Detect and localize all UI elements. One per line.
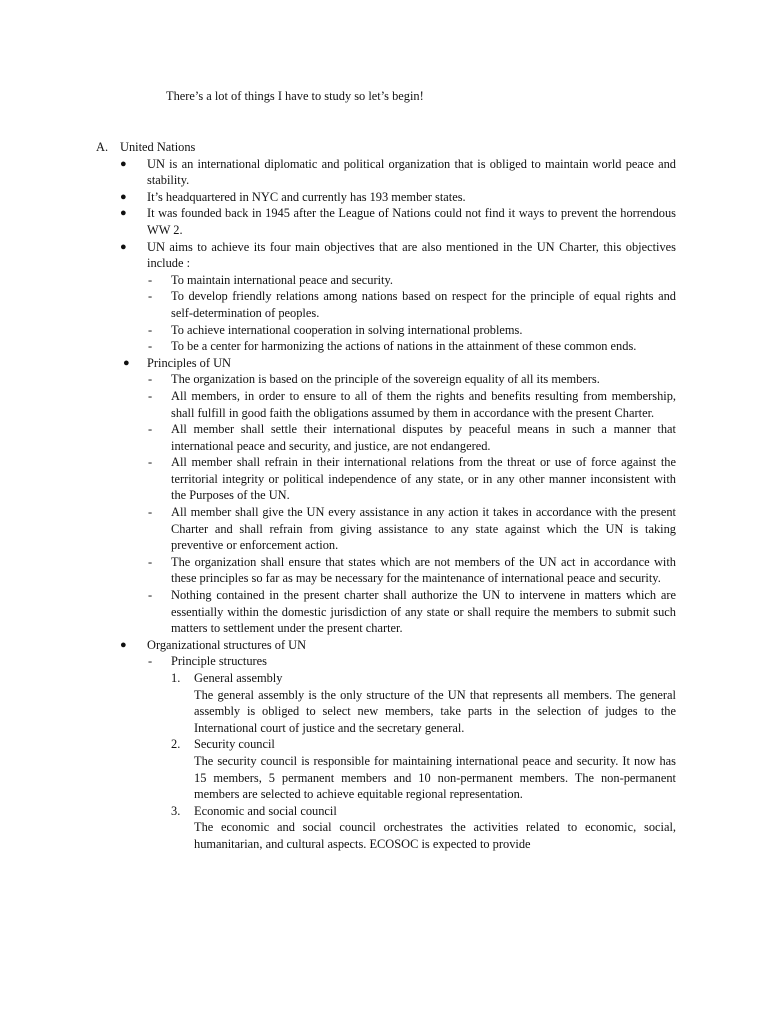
objective-item	[96, 288, 676, 321]
structure-name: Economic and social council	[194, 803, 337, 818]
objective-text: To develop friendly relations among nations based on respect for the principle of equal rights and self-determination of peoples.	[171, 289, 676, 320]
bullet-icon: ●	[120, 207, 127, 220]
objective-item	[96, 272, 676, 289]
section-united-nations	[96, 139, 676, 853]
principles-title: Principles of UN	[147, 355, 231, 370]
dash-icon: -	[148, 588, 153, 603]
bullet-text: It’s headquartered in NYC and currently has 193 member states.	[147, 189, 466, 204]
dash-icon: -	[148, 272, 153, 287]
intro-line: There’s a lot of things I have to study so let’s begin!	[166, 89, 424, 103]
bullet-icon: ●	[120, 638, 127, 651]
principle-text: The organization is based on the principle of the sovereign equality of all its members.	[171, 372, 600, 387]
dash-icon: -	[148, 505, 153, 520]
bullet-item	[96, 156, 676, 189]
principle-item	[96, 454, 676, 504]
bullet-icon: ●	[123, 356, 130, 369]
principle-structures-title: Principle structures	[171, 654, 268, 669]
objective-text: To achieve international cooperation in solving international problems.	[171, 322, 523, 337]
structure-name: Security council	[194, 737, 275, 752]
structure-number: 3.	[171, 803, 181, 818]
bullet-text: UN is an international diplomatic and political organization that is obliged to maintain world peace and stability.	[147, 156, 676, 188]
structure-item	[96, 670, 676, 687]
structure-description: The general assembly is the only structure of the UN that represents all members. The general assembly is obliged to select new members, take parts in the selection of judges to the International court of justice and the secretary general.	[194, 687, 676, 735]
bullet-text: It was founded back in 1945 after the League of Nations could not find it ways to prevent the horrendous WW 2.	[147, 206, 676, 237]
structure-number: 1.	[171, 671, 181, 685]
section-letter: A.	[96, 140, 109, 154]
structure-description: The security council is responsible for maintaining international peace and security. It now has 15 members, 5 permanent members and 10 non-permanent members. The non-permanent members are selected to achieve equitable regional representation.	[194, 753, 676, 802]
section-title: United Nations	[120, 140, 196, 154]
structure-item	[96, 736, 676, 753]
objective-item	[96, 322, 676, 339]
principle-text: All member shall give the UN every assistance in any action it takes in accordance with the present Charter and shall refrain from giving assistance to any state against which the UN is taking preventive or enforcement action.	[171, 505, 676, 553]
principle-item	[96, 371, 676, 388]
structure-item	[96, 803, 676, 820]
structure-name: General assembly	[194, 671, 283, 685]
dash-icon: -	[148, 554, 153, 569]
structure-number: 2.	[171, 737, 181, 752]
bullet-text: UN aims to achieve its four main objectives that are also mentioned in the UN Charter, this objectives include :	[147, 239, 676, 271]
principle-structures-heading	[96, 653, 676, 670]
bullet-item	[96, 239, 676, 272]
objective-text: To maintain international peace and security.	[171, 272, 393, 287]
dash-icon: -	[148, 455, 153, 470]
principle-text: Nothing contained in the present charter shall authorize the UN to intervene in matters which are essentially within the domestic jurisdiction of any state or shall require the members to submit such matters to settlement under the present charter.	[171, 588, 676, 636]
bullet-icon: ●	[120, 240, 127, 253]
dash-icon: -	[148, 322, 153, 337]
principle-text: The organization shall ensure that states which are not members of the UN act in accordance with these principles so far as may be necessary for the maintenance of international peace and security.	[171, 554, 676, 586]
principle-item	[96, 421, 676, 454]
principle-item	[96, 388, 676, 421]
principle-text: All member shall refrain in their international relations from the threat or use of force against the territorial integrity or political independence of any state, or in any other manner inconsistent with the Purposes of the UN.	[171, 455, 676, 503]
principle-item	[96, 587, 676, 637]
dash-icon: -	[148, 422, 153, 437]
dash-icon: -	[148, 372, 153, 387]
structure-description: The economic and social council orchestrates the activities related to economic, social, humanitarian, and cultural aspects. ECOSOC is expected to provide	[194, 820, 676, 851]
bullet-item	[96, 205, 676, 238]
principle-text: All members, in order to ensure to all of them the rights and benefits resulting from membership, shall fulfill in good faith the obligations assumed by them in accordance with the present Charter.	[171, 388, 676, 420]
bullet-icon: ●	[120, 190, 127, 203]
dash-icon: -	[148, 388, 153, 403]
objective-text: To be a center for harmonizing the actions of nations in the attainment of these common ends.	[171, 339, 637, 354]
structures-heading	[96, 637, 676, 654]
bullet-item	[96, 189, 676, 206]
principles-heading	[96, 355, 676, 372]
dash-icon: -	[148, 339, 153, 354]
structures-title: Organizational structures of UN	[147, 637, 307, 652]
dash-icon: -	[148, 289, 153, 304]
dash-icon: -	[148, 654, 153, 669]
objective-item	[96, 338, 676, 355]
section-heading	[96, 139, 676, 156]
bullet-icon: ●	[120, 157, 127, 170]
principle-item	[96, 554, 676, 587]
principle-text: All member shall settle their international disputes by peaceful means in such a manner that international peace and security, and justice, are not endangered.	[171, 422, 676, 453]
principle-item	[96, 504, 676, 554]
